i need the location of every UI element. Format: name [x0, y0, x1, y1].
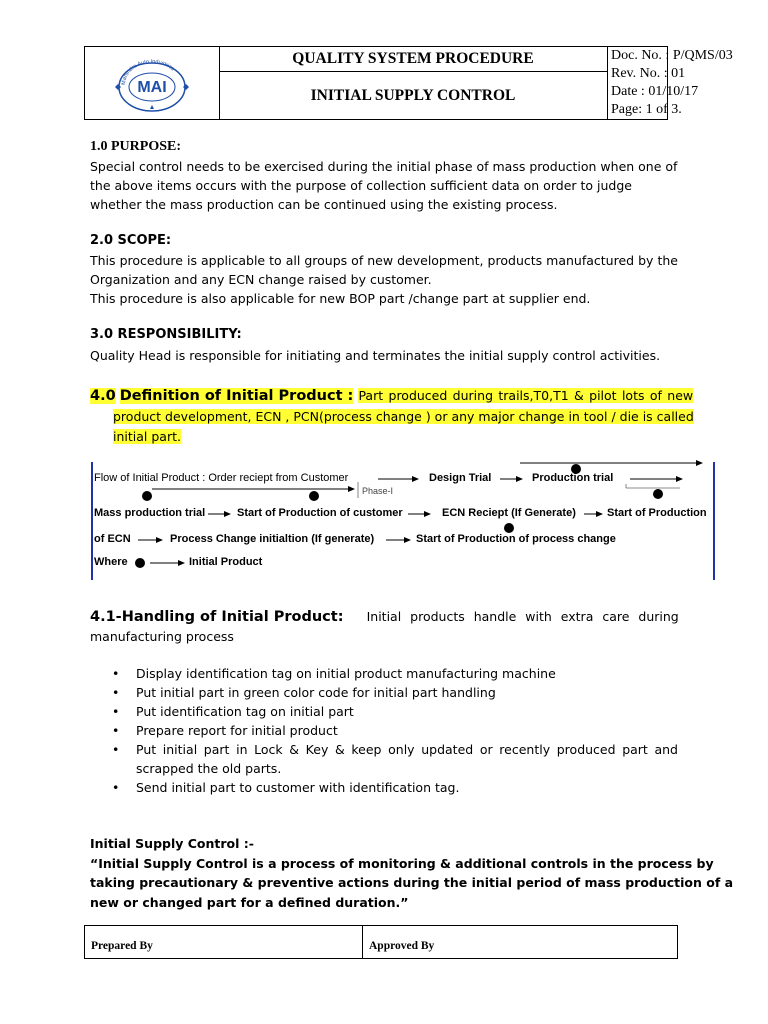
- approved-by-label: Approved By: [369, 940, 435, 952]
- list-item: • Put initial part in green color code for initial part handling: [112, 685, 496, 700]
- responsibility-text: Quality Head is responsible for initiating and terminates the initial supply control activities.: [90, 348, 661, 363]
- flow-step-mass-production-trial: Mass production trial: [94, 507, 206, 519]
- prepared-by-cell: [85, 926, 363, 958]
- title-cell: [219, 47, 608, 119]
- handling-heading: 4.1-Handling of Initial Product:: [90, 609, 344, 625]
- responsibility-heading: 3.0 RESPONSIBILITY:: [90, 327, 242, 342]
- handling-intro-1: Initial products handle with extra care during: [366, 609, 679, 624]
- definition-number: 4.0: [90, 388, 116, 404]
- company-logo: [85, 47, 219, 119]
- flow-step-production-trial: Production trial: [532, 472, 614, 484]
- signature-table: [84, 925, 678, 959]
- scope-text-1: This procedure is applicable to all groups of new development, products manufactured by the Organization and any ECN change raised by customer.: [90, 253, 678, 287]
- handling-block: [90, 606, 678, 646]
- definition-text-3: initial part.: [113, 429, 181, 444]
- scope-heading: 2.0 SCOPE:: [90, 233, 172, 248]
- list-item: • Send initial part to customer with identification tag.: [112, 780, 460, 795]
- flow-step-order-receipt: Flow of Initial Product : Order reciept from Customer: [94, 472, 349, 484]
- doc-date: Date : 01/10/17: [611, 84, 699, 99]
- flow-dot: [142, 491, 152, 501]
- doc-info-cell: [608, 47, 733, 119]
- flow-phase-label: Phase-I: [362, 486, 394, 496]
- flow-step-of-ecn: of ECN: [94, 533, 131, 545]
- logo-cell: [85, 47, 220, 119]
- scope-text-2: This procedure is also applicable for new BOP part /change part at supplier end.: [90, 291, 591, 306]
- list-item: • Put identification tag on initial part: [112, 704, 354, 719]
- definition-block: [90, 385, 694, 446]
- prepared-by-label: Prepared By: [91, 940, 153, 952]
- flow-dot: [135, 558, 145, 568]
- doc-number: Doc. No. : P/QMS/03: [611, 48, 733, 63]
- document-title: INITIAL SUPPLY CONTROL: [310, 87, 516, 104]
- list-item: • Prepare report for initial product: [112, 723, 338, 738]
- definition-text-1: Part produced during trails,T0,T1 & pilot lots of new: [358, 388, 694, 403]
- purpose-heading: 1.0 PURPOSE:: [90, 139, 181, 154]
- flow-step-design-trial: Design Trial: [429, 472, 492, 484]
- purpose-text: Special control needs to be exercised during the initial phase of mass production when one of the above items occurs with the purpose of collection sufficient data on order to judge whether the mass production can be continued using the existing process.: [90, 159, 678, 212]
- isc-definition-1: “Initial Supply Control is a process of monitoring & additional controls in the process by: [90, 855, 714, 871]
- flow-step-ecn-receipt: ECN Reciept (If Generate): [442, 507, 576, 519]
- definition-heading: Definition of Initial Product :: [119, 388, 354, 404]
- logo-ring-text: Mahindra Auto Industries: [120, 58, 176, 86]
- flow-step-sop: Start of Production: [607, 507, 707, 519]
- list-item: • Display identification tag on initial product manufacturing machine: [112, 666, 556, 681]
- flow-step-sop-process-change: Start of Production of process change: [416, 533, 616, 545]
- flow-step-sop-customer: Start of Production of customer: [237, 507, 403, 519]
- isc-definition-2: taking precautionary & preventive actions during the initial period of mass production of a: [90, 875, 734, 890]
- flow-step-process-change: Process Change initialtion (If generate): [170, 533, 375, 545]
- handling-list: [90, 664, 678, 797]
- flow-legend-initial-product: Initial Product: [189, 556, 263, 568]
- flow-legend-where: Where: [94, 556, 128, 568]
- procedure-title: QUALITY SYSTEM PROCEDURE: [219, 47, 607, 72]
- flow-dot: [309, 491, 319, 501]
- flow-dot: [504, 523, 514, 533]
- flow-dot: [653, 489, 663, 499]
- initial-product-flow-diagram: [90, 460, 716, 584]
- isc-block: [90, 834, 734, 912]
- isc-heading: Initial Supply Control :-: [90, 836, 254, 851]
- definition-text-2: product development, ECN , PCN(process change ) or any major change in tool / die is called: [113, 409, 694, 424]
- logo-text: MAI: [137, 79, 167, 96]
- page-number: Page: 1 of 3.: [611, 102, 682, 117]
- isc-definition-3: new or changed part for a defined duration.”: [90, 894, 409, 910]
- list-item: • Put initial part in Lock & Key & keep only updated or recently produced part and scrapped the old parts.: [112, 742, 678, 776]
- header-table: [84, 46, 733, 120]
- revision-number: Rev. No. : 01: [611, 66, 686, 81]
- handling-intro-2: manufacturing process: [90, 629, 234, 644]
